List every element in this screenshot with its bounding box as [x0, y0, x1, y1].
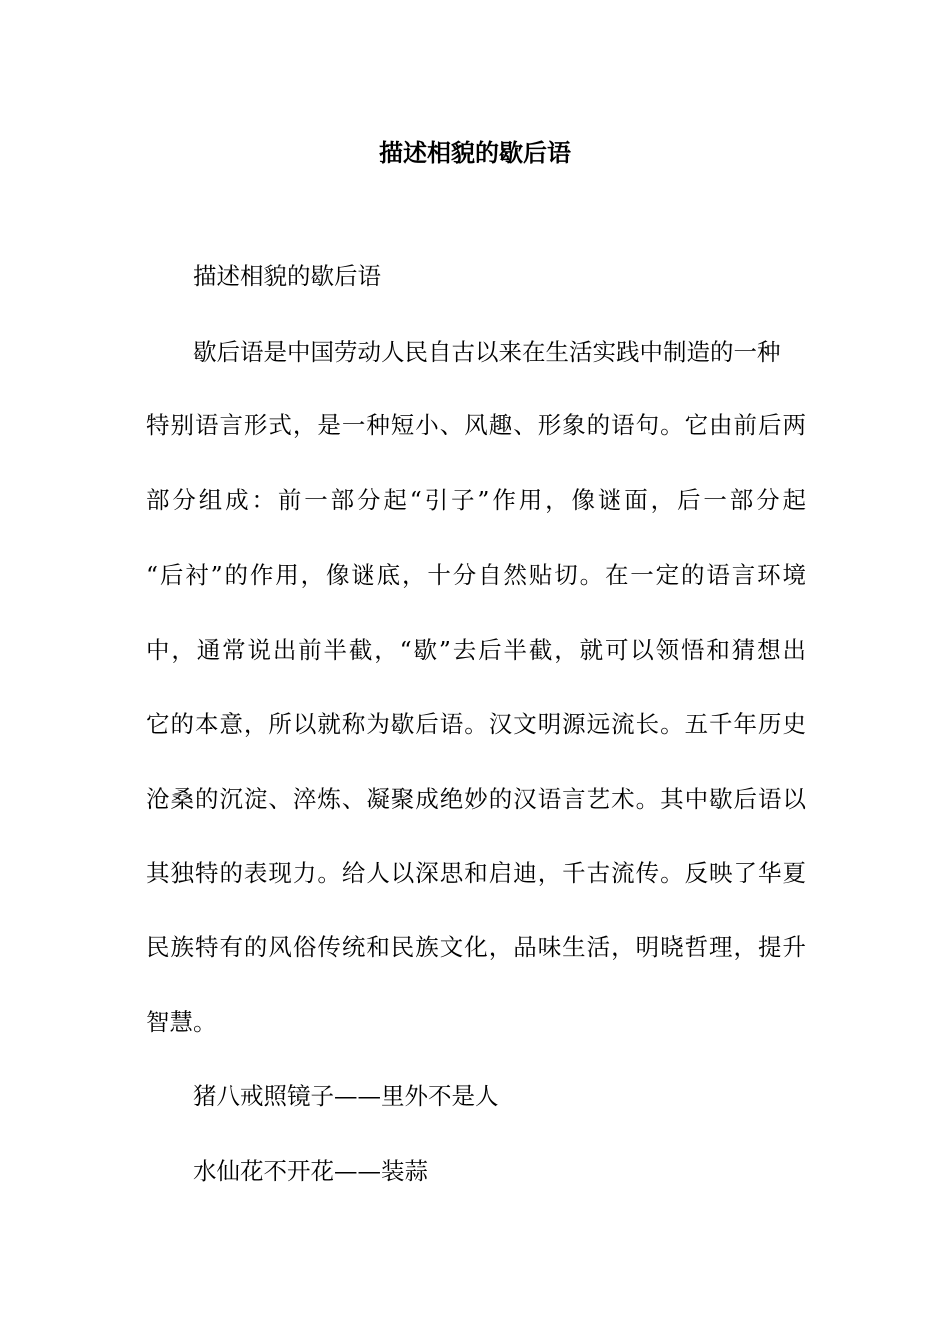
document-title: 描述相貌的歇后语: [379, 138, 571, 167]
paragraph-line: “后衬”的作用，像谜底，十分自然贴切。在一定的语言环境: [146, 561, 806, 589]
paragraph-line: 民族特有的风俗传统和民族文化，品味生活，明晓哲理，提升: [146, 933, 806, 961]
paragraph-line: 中，通常说出前半截，“歇”去后半截，就可以领悟和猜想出: [146, 636, 806, 664]
example-item: 水仙花不开花——装蒜: [193, 1157, 428, 1185]
paragraph-line: 其独特的表现力。给人以深思和启迪，千古流传。反映了华夏: [146, 859, 806, 887]
example-item: 猪八戒照镜子——里外不是人: [193, 1082, 499, 1110]
paragraph-line: 沧桑的沉淀、淬炼、凝聚成绝妙的汉语言艺术。其中歇后语以: [146, 785, 806, 813]
paragraph-line: 它的本意，所以就称为歇后语。汉文明源远流长。五千年历史: [146, 710, 806, 738]
paragraph-line: 部分组成：前一部分起“引子”作用，像谜面，后一部分起: [146, 486, 806, 514]
paragraph-line: 歇后语是中国劳动人民自古以来在生活实践中制造的一种: [193, 338, 781, 366]
paragraph-line: 智慧。: [146, 1008, 217, 1036]
section-heading: 描述相貌的歇后语: [193, 262, 381, 290]
paragraph-line: 特别语言形式，是一种短小、风趣、形象的语句。它由前后两: [146, 411, 806, 439]
